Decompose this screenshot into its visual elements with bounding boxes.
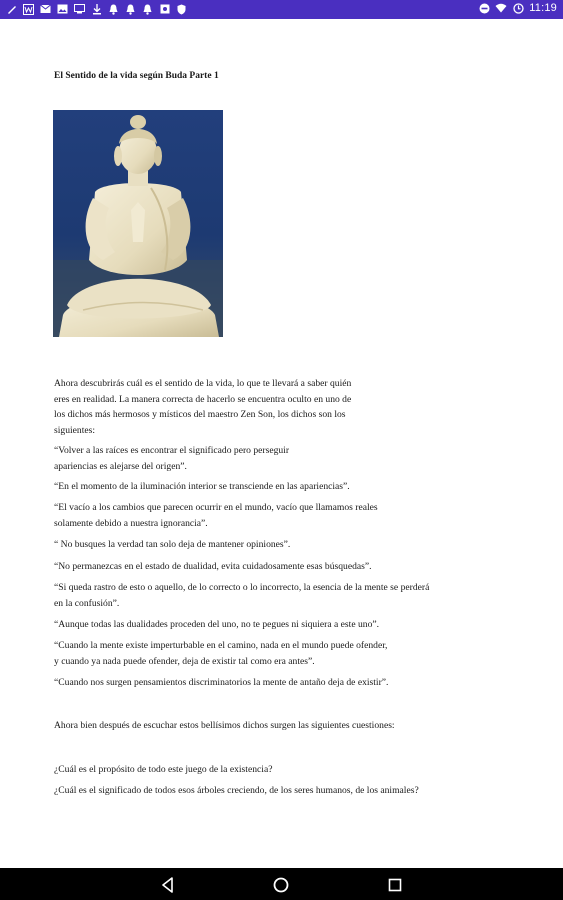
- box-icon: [159, 3, 170, 15]
- pen-icon: [6, 3, 17, 15]
- mail-icon: [40, 3, 51, 15]
- intro-paragraph: Ahora descubrirás cuál es el sentido de la vida, lo que te llevará a saber quién eres en realidad. La manera correcta de hacerlo se encuentra oculto en uno de los dichos más hermosos y místicos del maestro Zen Son, los dichos son los siguientes:: [54, 378, 352, 436]
- status-bar: [0, 0, 563, 19]
- recents-icon[interactable]: [386, 876, 404, 894]
- quote-paragraph: “El vacío a los cambios que parecen ocurrir en el mundo, vacío que llamamos reales solamente debido a nuestra ignorancia”.: [54, 502, 378, 529]
- quote-paragraph: “No permanezcas en el estado de dualidad, evita cuidadosamente esas búsquedas”.: [54, 561, 372, 572]
- question-paragraph: ¿Cuál es el significado de todos esos árboles creciendo, de los seres humanos, de los animales?: [54, 785, 419, 796]
- bell-icon: [125, 3, 136, 15]
- minus-circle-icon: [478, 2, 490, 14]
- quote-paragraph: “En el momento de la iluminación interior se transciende en las apariencias”.: [54, 481, 350, 492]
- system-icons: [478, 2, 557, 14]
- cast-icon: [74, 3, 85, 15]
- quote-paragraph: “Cuando la mente existe imperturbable en el camino, nada en el mundo puede ofender, y cuando ya nada puede ofender, deja de existir tal como era antes”.: [54, 640, 388, 667]
- shield-icon: [176, 3, 187, 15]
- bell-icon: [108, 3, 119, 15]
- quote-paragraph: “ No busques la verdad tan solo deja de mantener opiniones”.: [54, 539, 291, 550]
- clock: 11:19: [529, 2, 557, 14]
- question-intro: Ahora bien después de escuchar estos bellísimos dichos surgen las siguientes cuestiones:: [54, 720, 395, 731]
- buddha-statue-image: [53, 110, 223, 337]
- wifi-icon: [495, 2, 507, 14]
- quote-paragraph: “Aunque todas las dualidades proceden del uno, no te pegues ni siquiera a este uno”.: [54, 619, 380, 630]
- quote-paragraph: “Si queda rastro de esto o aquello, de lo correcto o lo incorrecto, la esencia de la mente se perderá en la confusión”.: [54, 582, 430, 609]
- quote-paragraph: “Volver a las raíces es encontrar el significado pero perseguir apariencias es alejarse del origen”.: [54, 445, 290, 472]
- back-icon[interactable]: [159, 876, 177, 894]
- home-icon[interactable]: [272, 876, 290, 894]
- document-title: El Sentido de la vida según Buda Parte 1: [54, 71, 219, 81]
- quote-paragraph: “Cuando nos surgen pensamientos discriminatorios la mente de antaño deja de existir”.: [54, 677, 389, 688]
- sync-icon: [512, 2, 524, 14]
- w-app-icon: [23, 3, 34, 15]
- navigation-bar: [0, 868, 563, 900]
- download-icon: [91, 3, 102, 15]
- question-paragraph: ¿Cuál es el propósito de todo este juego de la existencia?: [54, 764, 273, 775]
- bell-icon: [142, 3, 153, 15]
- notification-icons: [6, 3, 187, 15]
- image-icon: [57, 3, 68, 15]
